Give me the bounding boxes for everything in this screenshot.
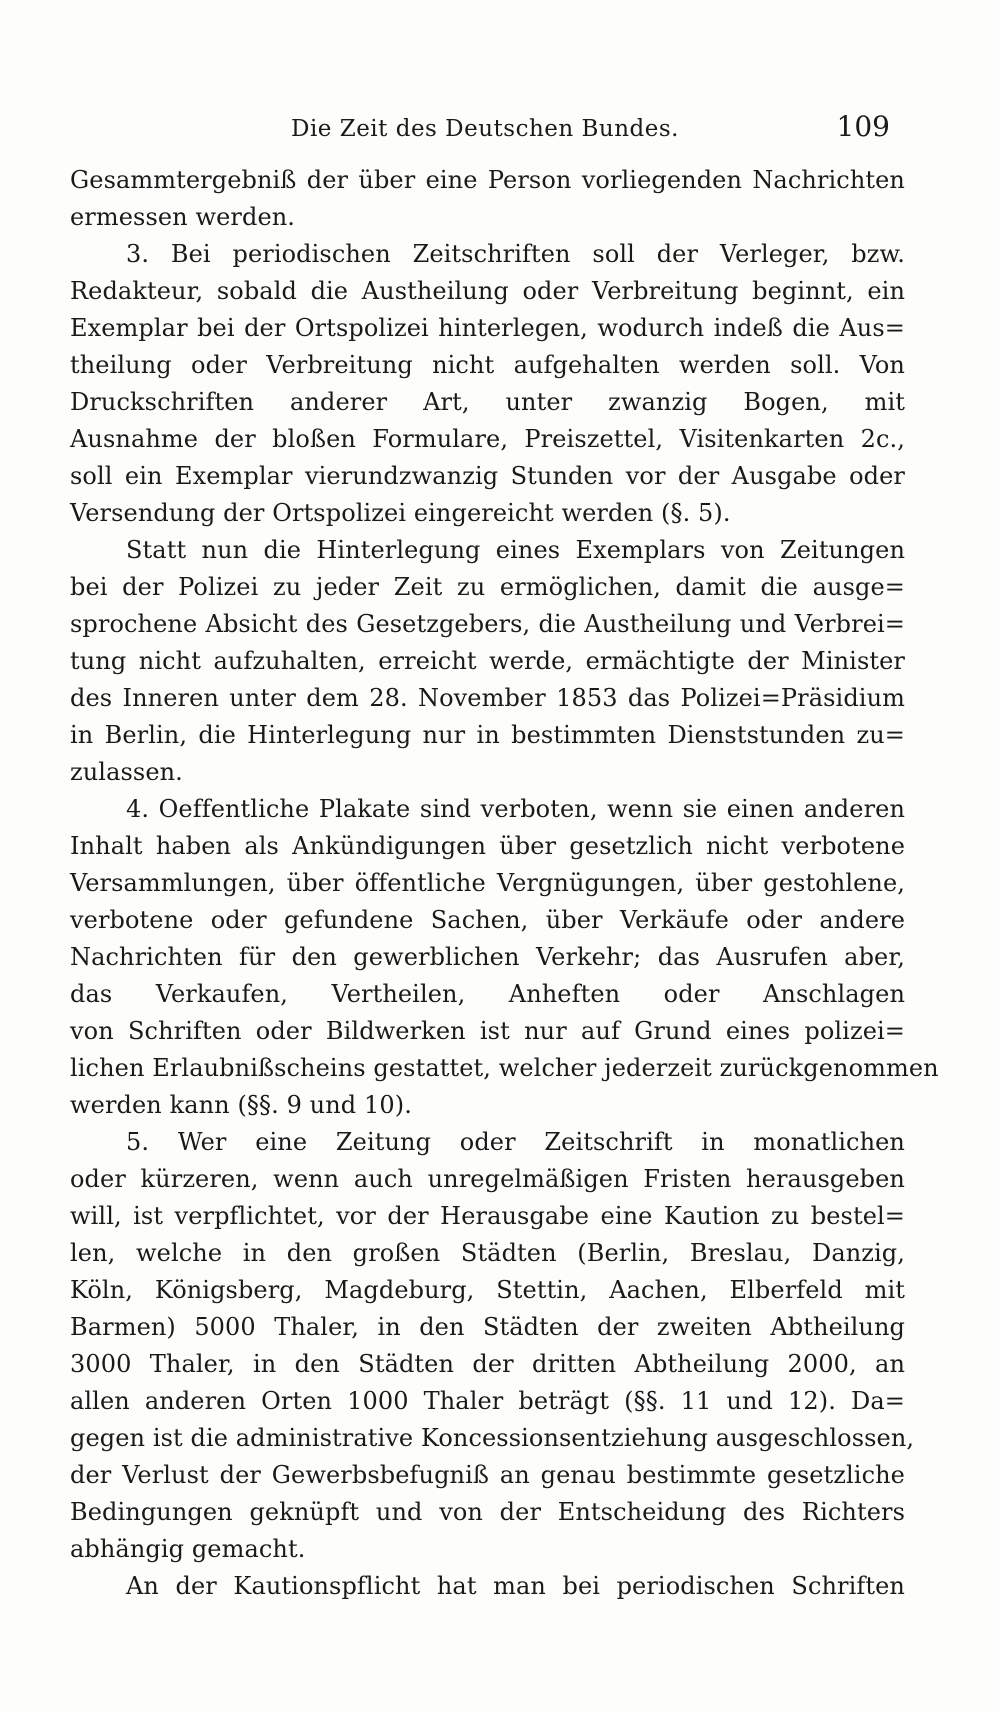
text-line: bei der Polizei zu jeder Zeit zu ermöglichen, damit die ausge= <box>70 573 905 601</box>
text-line: tung nicht aufzuhalten, erreicht werde, ermächtigte der Minister <box>70 647 905 675</box>
text-line: lichen Erlaubnißscheins gestattet, welcher jederzeit zurückgenommen <box>70 1054 939 1082</box>
text-line: Nachrichten für den gewerblichen Verkehr; das Ausrufen aber, <box>70 943 905 971</box>
text-line: 4. Oeffentliche Plakate sind verboten, wenn sie einen anderen <box>126 795 905 823</box>
text-line: will, ist verpflichtet, vor der Herausgabe eine Kaution zu bestel= <box>70 1202 905 1230</box>
text-line: das Verkaufen, Vertheilen, Anheften oder Anschlagen <box>70 980 905 1008</box>
text-line: Redakteur, sobald die Austheilung oder Verbreitung beginnt, ein <box>70 277 905 305</box>
body-text <box>70 162 939 1605</box>
page-header <box>70 110 900 150</box>
text-line: Versammlungen, über öffentliche Vergnügungen, über gestohlene, <box>70 869 905 897</box>
text-line: 3000 Thaler, in den Städten der dritten Abtheilung 2000, an <box>70 1350 905 1378</box>
text-line: Inhalt haben als Ankündigungen über gesetzlich nicht verbotene <box>70 832 905 860</box>
text-line: sprochene Absicht des Gesetzgebers, die Austheilung und Verbrei= <box>70 610 905 638</box>
text-line: Statt nun die Hinterlegung eines Exemplars von Zeitungen <box>126 536 905 564</box>
text-line: 3. Bei periodischen Zeitschriften soll der Verleger, bzw. <box>126 240 905 268</box>
text-line: An der Kautionspflicht hat man bei periodischen Schriften <box>126 1572 905 1600</box>
running-title: Die Zeit des Deutschen Bundes. <box>291 116 679 142</box>
text-line: Ausnahme der bloßen Formulare, Preiszettel, Visitenkarten 2c., <box>70 425 905 453</box>
text-line: Druckschriften anderer Art, unter zwanzig Bogen, mit <box>70 388 905 416</box>
text-line: zulassen. <box>70 758 183 786</box>
text-line: in Berlin, die Hinterlegung nur in bestimmten Dienststunden zu= <box>70 721 905 749</box>
text-line: Bedingungen geknüpft und von der Entscheidung des Richters <box>70 1498 905 1526</box>
text-line: 5. Wer eine Zeitung oder Zeitschrift in monatlichen <box>126 1128 905 1156</box>
text-line: Köln, Königsberg, Magdeburg, Stettin, Aachen, Elberfeld mit <box>70 1276 905 1304</box>
text-line: des Inneren unter dem 28. November 1853 das Polizei=Präsidium <box>70 684 905 712</box>
text-line: oder kürzeren, wenn auch unregelmäßigen Fristen herausgeben <box>70 1165 905 1193</box>
text-line: von Schriften oder Bildwerken ist nur auf Grund eines polizei= <box>70 1017 905 1045</box>
text-line: Gesammtergebniß der über eine Person vorliegenden Nachrichten <box>70 166 905 194</box>
text-line: verbotene oder gefundene Sachen, über Verkäufe oder andere <box>70 906 905 934</box>
text-line: allen anderen Orten 1000 Thaler beträgt (§§. 11 und 12). Da= <box>70 1387 905 1415</box>
text-line: Barmen) 5000 Thaler, in den Städten der zweiten Abtheilung <box>70 1313 905 1341</box>
page-number: 109 <box>836 110 890 143</box>
text-line: gegen ist die administrative Koncessionsentziehung ausgeschlossen, <box>70 1424 915 1452</box>
text-line: Versendung der Ortspolizei eingereicht werden (§. 5). <box>70 499 731 527</box>
text-line: der Verlust der Gewerbsbefugniß an genau bestimmte gesetzliche <box>70 1461 905 1489</box>
text-line: theilung oder Verbreitung nicht aufgehalten werden soll. Von <box>70 351 905 379</box>
text-line: len, welche in den großen Städten (Berlin, Breslau, Danzig, <box>70 1239 905 1267</box>
text-line: ermessen werden. <box>70 203 296 231</box>
text-line: abhängig gemacht. <box>70 1535 306 1563</box>
text-line: Exemplar bei der Ortspolizei hinterlegen, wodurch indeß die Aus= <box>70 314 905 342</box>
text-line: soll ein Exemplar vierundzwanzig Stunden vor der Ausgabe oder <box>70 462 905 490</box>
text-line: werden kann (§§. 9 und 10). <box>70 1091 412 1119</box>
